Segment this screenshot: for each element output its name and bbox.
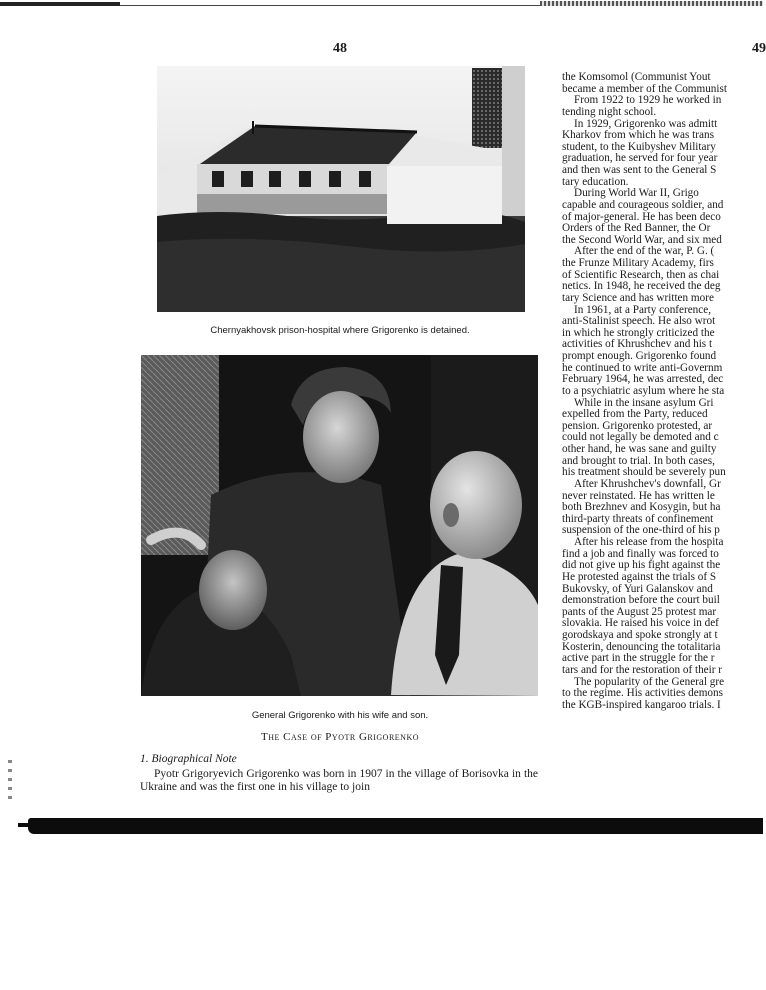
- right-column-line: to the regime. His activities demons: [562, 687, 723, 700]
- right-column-line: The popularity of the General gre: [574, 675, 725, 688]
- right-column-line: the Komsomol (Communist Yout: [562, 71, 711, 83]
- right-column-line: tary education.: [562, 175, 629, 188]
- scan-bottom-edge: [28, 818, 763, 834]
- hospital-photo: [157, 66, 525, 312]
- right-column-line: the Frunze Military Academy, firs: [562, 257, 714, 269]
- right-column-line: his treatment should be severely pun: [562, 466, 726, 479]
- right-column-line: and brought to trial. In both cases,: [562, 454, 715, 467]
- right-column-line: and then was sent to the General S: [562, 164, 717, 176]
- right-column-line: After Khrushchev's downfall, Gr: [574, 477, 721, 490]
- right-column-line: of major-general. He has been deco: [562, 210, 721, 223]
- right-column-line: activities of Khrushchev and his t: [562, 338, 713, 351]
- right-column-line: in which he strongly criticized the: [562, 326, 715, 339]
- right-column-line: During World War II, Grigo: [574, 187, 699, 200]
- right-column-line: expelled from the Party, reduced: [562, 408, 708, 421]
- right-column-line: tary Science and has written more: [562, 291, 714, 304]
- right-column-line: Orders of the Red Banner, the Or: [562, 222, 711, 235]
- right-column-line: After his release from the hospita: [574, 536, 724, 548]
- right-column-line: never reinstated. He has written le: [562, 489, 715, 502]
- hospital-photo-caption: Chernyakhovsk prison-hospital where Grigorenko is detained.: [210, 325, 470, 336]
- right-column-line: While in the insane asylum Gri: [574, 396, 714, 409]
- right-column-line: February 1964, he was arrested, dec: [562, 373, 724, 386]
- right-column-line: Kharkov from which he was trans: [562, 129, 714, 142]
- right-column-line: of Scientific Research, then as chai: [562, 268, 720, 281]
- right-column-line: Bukovsky, of Yuri Galanskov and: [562, 582, 713, 595]
- right-column-line: became a member of the Communist: [562, 82, 727, 95]
- family-photo-caption: General Grigorenko with his wife and son.: [251, 710, 429, 721]
- right-column-line: could not legally be demoted and c: [562, 431, 719, 444]
- right-page-number: 49: [752, 41, 766, 56]
- right-column-line: active part in the struggle for the r: [562, 652, 715, 665]
- scan-margin-marks: [8, 760, 12, 800]
- family-photo: [141, 355, 538, 696]
- right-column-line: anti-Stalinist speech. He also wrot: [562, 315, 716, 328]
- biography-paragraph: Pyotr Grigoryevich Grigorenko was born in 1907 in the village of Borisovka in the Ukraine and was the first one in his village to join: [140, 768, 538, 793]
- right-column-line: he continued to write anti-Governm: [562, 361, 723, 374]
- right-column-line: capable and courageous soldier, and: [562, 198, 724, 211]
- left-page-number: 48: [333, 41, 347, 56]
- article-title: [135, 731, 545, 743]
- right-column-line: graduation, he served for four year: [562, 152, 718, 165]
- right-column-line: pension. Grigorenko protested, ar: [562, 419, 713, 432]
- section-heading: 1. Biographical Note: [140, 753, 237, 765]
- right-column-line: Kosterin, denouncing the totalitaria: [562, 640, 721, 653]
- right-column-line: tending night school.: [562, 105, 657, 118]
- right-column-line: student, to the Kuibyshev Military: [562, 140, 716, 153]
- right-column-line: pants of the August 25 protest mar: [562, 605, 717, 618]
- right-column-line: From 1922 to 1929 he worked in: [574, 94, 722, 107]
- right-column-line: In 1929, Grigorenko was admitt: [574, 117, 718, 130]
- right-column-line: the Second World War, and six med: [562, 233, 722, 246]
- right-column-line: In 1961, at a Party conference,: [574, 303, 711, 316]
- right-column-line: suspension of the one-third of his p: [562, 524, 720, 537]
- right-column-line: slovakia. He raised his voice in def: [562, 617, 719, 630]
- scan-top-edge: [0, 0, 763, 8]
- right-column-line: gorodskaya and spoke strongly at t: [562, 629, 718, 641]
- right-column-line: find a job and finally was forced to: [562, 547, 719, 560]
- right-column-line: other hand, he was sane and guilty: [562, 443, 717, 455]
- right-column-line: both Brezhnev and Kosygin, but ha: [562, 501, 721, 514]
- right-column-line: After the end of the war, P. G. (: [574, 245, 715, 258]
- right-column-line: prompt enough. Grigorenko found: [562, 350, 717, 362]
- right-column-line: third-party threats of confinement: [562, 512, 714, 525]
- right-column-line: the KGB-inspired kangaroo trials. I: [562, 698, 721, 711]
- article-title-text: The Case of Pyotr Grigorenko: [260, 731, 419, 743]
- right-column-line: to a psychiatric asylum where he sta: [562, 384, 725, 397]
- right-page-column: [562, 72, 762, 711]
- right-column-line: tars and for the restoration of their r: [562, 663, 722, 676]
- right-column-line: did not give up his fight against the: [562, 559, 721, 572]
- right-column-line: netics. In 1948, he received the deg: [562, 280, 721, 293]
- right-column-line: demonstration before the court buil: [562, 594, 720, 607]
- right-column-line: He protested against the trials of S: [562, 570, 717, 583]
